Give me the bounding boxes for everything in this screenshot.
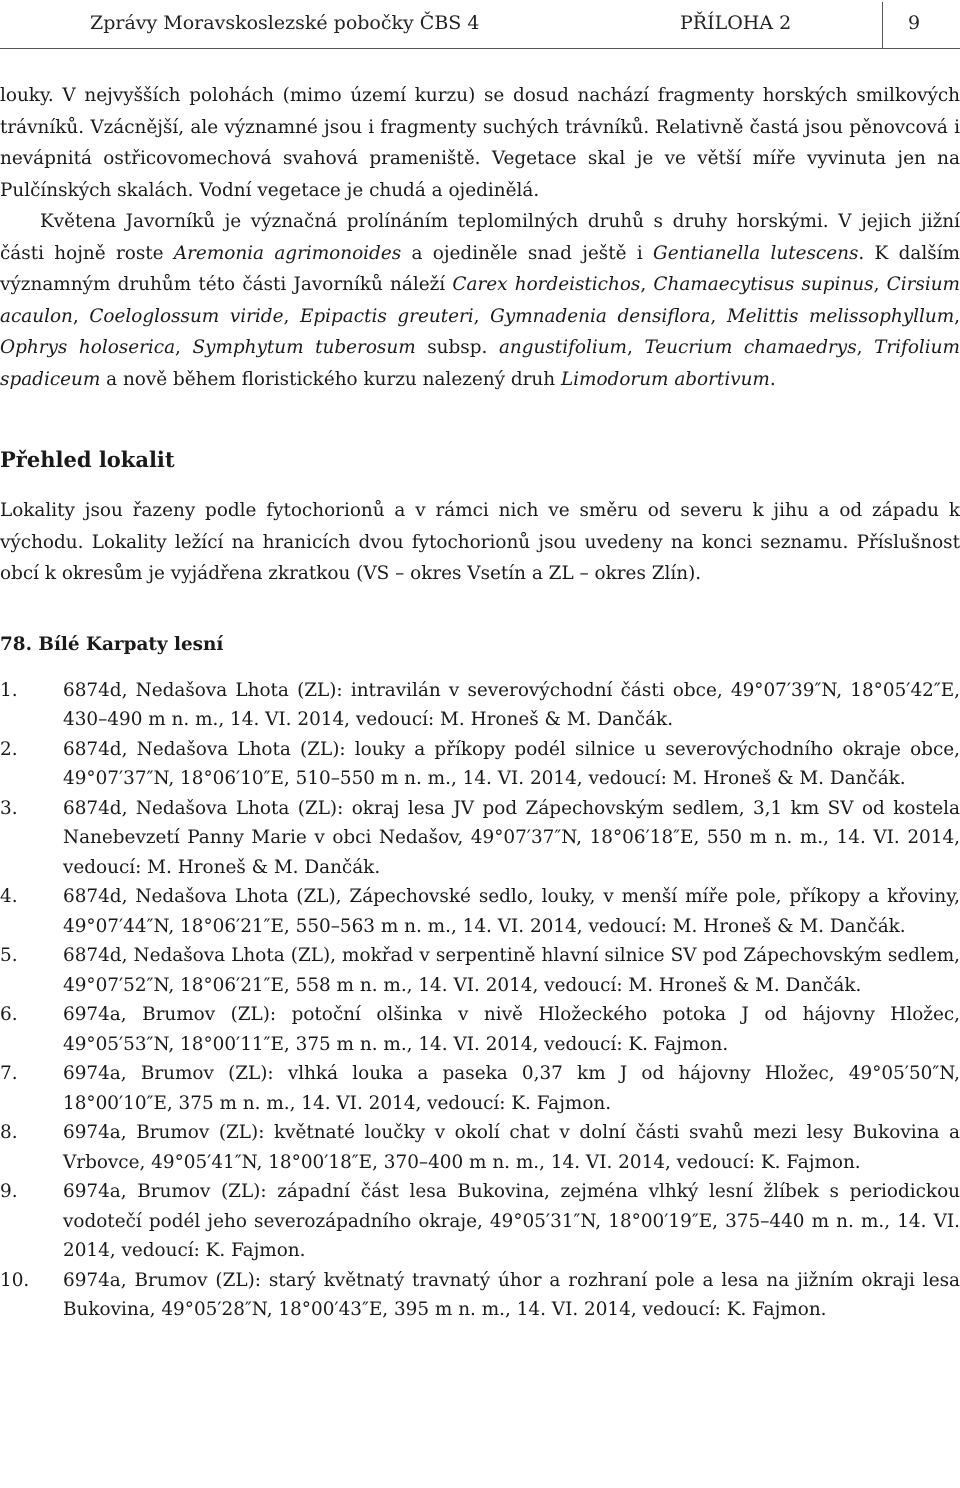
list-item-number: 10. [0, 1269, 30, 1291]
list-item-text: 6974a, Brumov (ZL): květnaté loučky v okolí chat v dolní části svahů mezi lesy Bukovina a Vrbovce, 49°05′41″N, 18°00′18″E, 370–400 m n. m., 14. VI. 2014, vedoucí: K. Fajmon. [63, 1122, 960, 1173]
list-item-number: 1. [0, 679, 18, 701]
page-number: 9 [908, 12, 921, 34]
list-item-text: 6874d, Nedašova Lhota (ZL): okraj lesa JV pod Zápechovským sedlem, 3,1 km SV od kostela Nanebevzetí Panny Marie v obci Nedašov, 49°07′37″N, 18°06′18″E, 550 m n. m., 14. VI. 2014, vedoucí: M. Hroneš & M. Dančák. [63, 797, 960, 878]
list-item [0, 1000, 960, 1059]
list-item-text: 6974a, Brumov (ZL): vlhká louka a paseka 0,37 km J od hájovny Hložec, 49°05′50″N, 18°00′10″E, 375 m n. m., 14. VI. 2014, vedoucí: K. Fajmon. [63, 1063, 960, 1114]
list-item-number: 3. [0, 797, 18, 819]
intro-paragraph-1: louky. V nejvyšších polohách (mimo území kurzu) se dosud nachází fragmenty horských smilkových trávníků. Vzácnější, ale významné jsou i fragmenty suchých trávníků. Relativně častá jsou pěnovcová i nevápnitá ostřicovomechová svahová prameniště. Vegetace skal je ve větší míře vyvinuta jen na Pulčínských skalách. Vodní vegetace je chudá a ojedinělá. [0, 85, 960, 201]
list-item [0, 794, 960, 883]
list-item-text: 6874d, Nedašova Lhota (ZL): intravilán v severovýchodní části obce, 49°07′39″N, 18°05′42″E, 430–490 m n. m., 14. VI. 2014, vedoucí: M. Hroneš & M. Dančák. [63, 679, 960, 730]
journal-title: Zprávy Moravskoslezské pobočky ČBS 4 [90, 12, 480, 34]
list-item [0, 1059, 960, 1118]
intro-paragraph-2: Květena Javorníků je význačná prolínáním teplomilných druhů s druhy horskými. V jejich jižní části hojně roste Aremonia agrimonoides a ojediněle snad ještě i Gentianella lutescens. K dalším významným druhům této části Javorníků náleží Carex hordeistichos, Chamaecytisus supinus, Cirsium acaulon, Coeloglossum viride, Epipactis greuteri, Gymnadenia densiflora, Melittis melissophyllum, Ophrys holoserica, Symphytum tuberosum subsp. angustifolium, Teucrium chamaedrys, Trifolium spadiceum a nově během floristického kurzu nalezený druh Limodorum abortivum. [0, 211, 960, 390]
list-item [0, 676, 960, 735]
page-body [0, 80, 960, 1325]
list-item [0, 1177, 960, 1266]
list-item-number: 2. [0, 738, 18, 760]
list-item [0, 941, 960, 1000]
running-header [0, 0, 960, 49]
list-item-text: 6974a, Brumov (ZL): potoční olšinka v nivě Hložeckého potoka J od hájovny Hložec, 49°05′53″N, 18°00′11″E, 375 m n. m., 14. VI. 2014, vedoucí: K. Fajmon. [63, 1004, 960, 1055]
section-paragraph: Lokality jsou řazeny podle fytochorionů a v rámci nich ve směru od severu k jihu a od západu k východu. Lokality ležící na hranicích dvou fytochorionů jsou uvedeny na konci seznamu. Příslušnost obcí k okresům je vyjádřena zkratkou (VS – okres Vsetín a ZL – okres Zlín). [0, 500, 960, 584]
list-item-number: 8. [0, 1122, 18, 1143]
list-item-number: 6. [0, 1004, 18, 1025]
list-item-number: 4. [0, 886, 18, 907]
list-item-text: 6874d, Nedašova Lhota (ZL), Zápechovské sedlo, louky, v menší míře pole, příkopy a křoviny, 49°07′44″N, 18°06′21″E, 550–563 m n. m., 14. VI. 2014, vedoucí: M. Hroneš & M. Dančák. [63, 886, 960, 937]
list-item-number: 7. [0, 1063, 18, 1084]
list-item-text: 6874d, Nedašova Lhota (ZL), mokřad v serpentině hlavní silnice SV pod Zápechovským sedlem, 49°07′52″N, 18°06′21″E, 558 m n. m., 14. VI. 2014, vedoucí: M. Hroneš & M. Dančák. [63, 945, 960, 996]
list-item-number: 9. [0, 1181, 18, 1202]
list-item-text: 6974a, Brumov (ZL): starý květnatý travnatý úhor a rozhraní pole a lesa na jižním okraji lesa Bukovina, 49°05′28″N, 18°00′43″E, 395 m n. m., 14. VI. 2014, vedoucí: K. Fajmon. [63, 1269, 960, 1320]
list-item [0, 735, 960, 794]
locality-list [0, 676, 960, 1325]
subsection-heading: 78. Bílé Karpaty lesní [0, 633, 224, 655]
list-item-text: 6974a, Brumov (ZL): západní část lesa Bukovina, zejména vlhký lesní žlíbek s periodickou vodotečí podél jeho severozápadního okraje, 49°05′31″N, 18°00′19″E, 375–440 m n. m., 14. VI. 2014, vedoucí: K. Fajmon. [63, 1181, 960, 1261]
list-item [0, 1118, 960, 1177]
header-divider [882, 2, 883, 48]
section-heading: Přehled lokalit [0, 447, 175, 472]
list-item-number: 5. [0, 945, 18, 966]
list-item [0, 1266, 960, 1325]
list-item-text: 6874d, Nedašova Lhota (ZL): louky a příkopy podél silnice u severovýchodního okraje obce, 49°07′37″N, 18°06′10″E, 510–550 m n. m., 14. VI. 2014, vedoucí: M. Hroneš & M. Dančák. [63, 738, 960, 789]
list-item [0, 882, 960, 941]
appendix-label: PŘÍLOHA 2 [680, 12, 792, 34]
